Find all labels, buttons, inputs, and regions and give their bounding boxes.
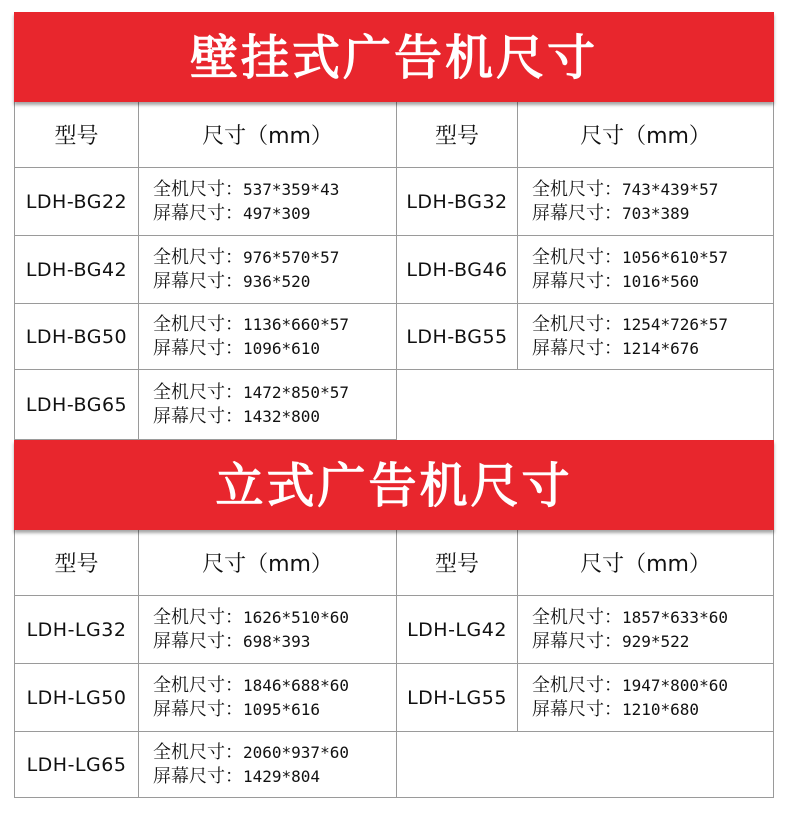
screen-size-label: 屏幕尺寸：	[532, 202, 622, 224]
dims-cell	[518, 168, 774, 236]
dims-cell	[139, 732, 397, 798]
screen-size-label: 屏幕尺寸：	[532, 270, 622, 292]
screen-size-label: 屏幕尺寸：	[153, 202, 243, 224]
screen-size-value: 1432*800	[243, 406, 321, 426]
screen-size-value: 936*520	[243, 271, 311, 291]
screen-size-line	[153, 202, 396, 226]
screen-size-value: 1095*616	[243, 699, 321, 719]
model-cell: LDH-BG65	[14, 370, 139, 440]
dims-cell	[139, 370, 397, 440]
dims-cell	[518, 596, 774, 664]
model-cell: LDH-BG32	[397, 168, 518, 236]
screen-size-value: 1210*680	[622, 699, 700, 719]
full-size-value: 1254*726*57	[622, 314, 728, 334]
dims-cell	[518, 304, 774, 370]
screen-size-line	[153, 765, 396, 789]
screen-size-line	[532, 337, 773, 361]
screen-size-line	[153, 405, 396, 429]
full-size-value: 1947*800*60	[622, 675, 728, 695]
screen-size-line	[153, 630, 396, 654]
full-size-line	[153, 178, 396, 202]
full-size-line	[532, 246, 773, 270]
header-model-right: 型号	[397, 530, 518, 596]
full-size-line	[532, 178, 773, 202]
full-size-label: 全机尺寸：	[153, 741, 243, 763]
full-size-label: 全机尺寸：	[153, 313, 243, 335]
full-size-line	[153, 741, 396, 765]
model-cell: LDH-LG65	[14, 732, 139, 798]
full-size-line	[153, 606, 396, 630]
header-size-left: 尺寸（mm）	[139, 102, 397, 168]
screen-size-line	[532, 202, 773, 226]
header-size-left: 尺寸（mm）	[139, 530, 397, 596]
screen-size-label: 屏幕尺寸：	[153, 698, 243, 720]
full-size-value: 1472*850*57	[243, 382, 349, 402]
screen-size-value: 703*389	[622, 203, 690, 223]
screen-size-line	[532, 630, 773, 654]
screen-size-line	[532, 270, 773, 294]
model-cell: LDH-BG42	[14, 236, 139, 304]
screen-size-value: 497*309	[243, 203, 311, 223]
section-title-floor-standing: 立式广告机尺寸	[14, 440, 774, 530]
dims-cell	[139, 596, 397, 664]
model-cell: LDH-BG50	[14, 304, 139, 370]
full-size-value: 1846*688*60	[243, 675, 349, 695]
full-size-label: 全机尺寸：	[532, 606, 622, 628]
screen-size-label: 屏幕尺寸：	[153, 630, 243, 652]
screen-size-line	[153, 270, 396, 294]
full-size-line	[532, 674, 773, 698]
full-size-line	[153, 381, 396, 405]
full-size-label: 全机尺寸：	[532, 178, 622, 200]
full-size-line	[532, 313, 773, 337]
full-size-label: 全机尺寸：	[153, 674, 243, 696]
full-size-label: 全机尺寸：	[153, 381, 243, 403]
screen-size-value: 929*522	[622, 631, 690, 651]
model-cell: LDH-LG42	[397, 596, 518, 664]
model-cell: LDH-LG50	[14, 664, 139, 732]
screen-size-value: 1214*676	[622, 338, 700, 358]
screen-size-label: 屏幕尺寸：	[153, 765, 243, 787]
full-size-label: 全机尺寸：	[153, 606, 243, 628]
header-model-left: 型号	[14, 530, 139, 596]
full-size-line	[153, 246, 396, 270]
header-size-right: 尺寸（mm）	[518, 102, 774, 168]
full-size-value: 1056*610*57	[622, 247, 728, 267]
full-size-value: 1136*660*57	[243, 314, 349, 334]
screen-size-line	[153, 698, 396, 722]
full-size-value: 2060*937*60	[243, 742, 349, 762]
screen-size-value: 1096*610	[243, 338, 321, 358]
model-cell: LDH-BG22	[14, 168, 139, 236]
dims-cell	[139, 664, 397, 732]
dims-cell	[518, 236, 774, 304]
model-cell: LDH-BG55	[397, 304, 518, 370]
full-size-value: 537*359*43	[243, 179, 340, 199]
screen-size-label: 屏幕尺寸：	[532, 630, 622, 652]
screen-size-value: 1016*560	[622, 271, 700, 291]
screen-size-line	[532, 698, 773, 722]
header-model-left: 型号	[14, 102, 139, 168]
screen-size-label: 屏幕尺寸：	[153, 270, 243, 292]
dims-cell	[139, 304, 397, 370]
full-size-label: 全机尺寸：	[153, 178, 243, 200]
model-cell: LDH-BG46	[397, 236, 518, 304]
full-size-value: 1626*510*60	[243, 607, 349, 627]
screen-size-label: 屏幕尺寸：	[532, 337, 622, 359]
full-size-line	[532, 606, 773, 630]
full-size-label: 全机尺寸：	[532, 313, 622, 335]
section-title-wall-mounted: 壁挂式广告机尺寸	[14, 12, 774, 102]
screen-size-line	[153, 337, 396, 361]
full-size-line	[153, 674, 396, 698]
dims-cell	[518, 664, 774, 732]
model-cell: LDH-LG55	[397, 664, 518, 732]
screen-size-value: 698*393	[243, 631, 311, 651]
dims-cell	[139, 236, 397, 304]
full-size-label: 全机尺寸：	[532, 674, 622, 696]
screen-size-label: 屏幕尺寸：	[153, 337, 243, 359]
full-size-value: 743*439*57	[622, 179, 719, 199]
screen-size-label: 屏幕尺寸：	[532, 698, 622, 720]
full-size-value: 1857*633*60	[622, 607, 728, 627]
header-size-right: 尺寸（mm）	[518, 530, 774, 596]
header-model-right: 型号	[397, 102, 518, 168]
full-size-label: 全机尺寸：	[153, 246, 243, 268]
screen-size-label: 屏幕尺寸：	[153, 405, 243, 427]
full-size-line	[153, 313, 396, 337]
full-size-label: 全机尺寸：	[532, 246, 622, 268]
full-size-value: 976*570*57	[243, 247, 340, 267]
dims-cell	[139, 168, 397, 236]
screen-size-value: 1429*804	[243, 766, 321, 786]
model-cell: LDH-LG32	[14, 596, 139, 664]
